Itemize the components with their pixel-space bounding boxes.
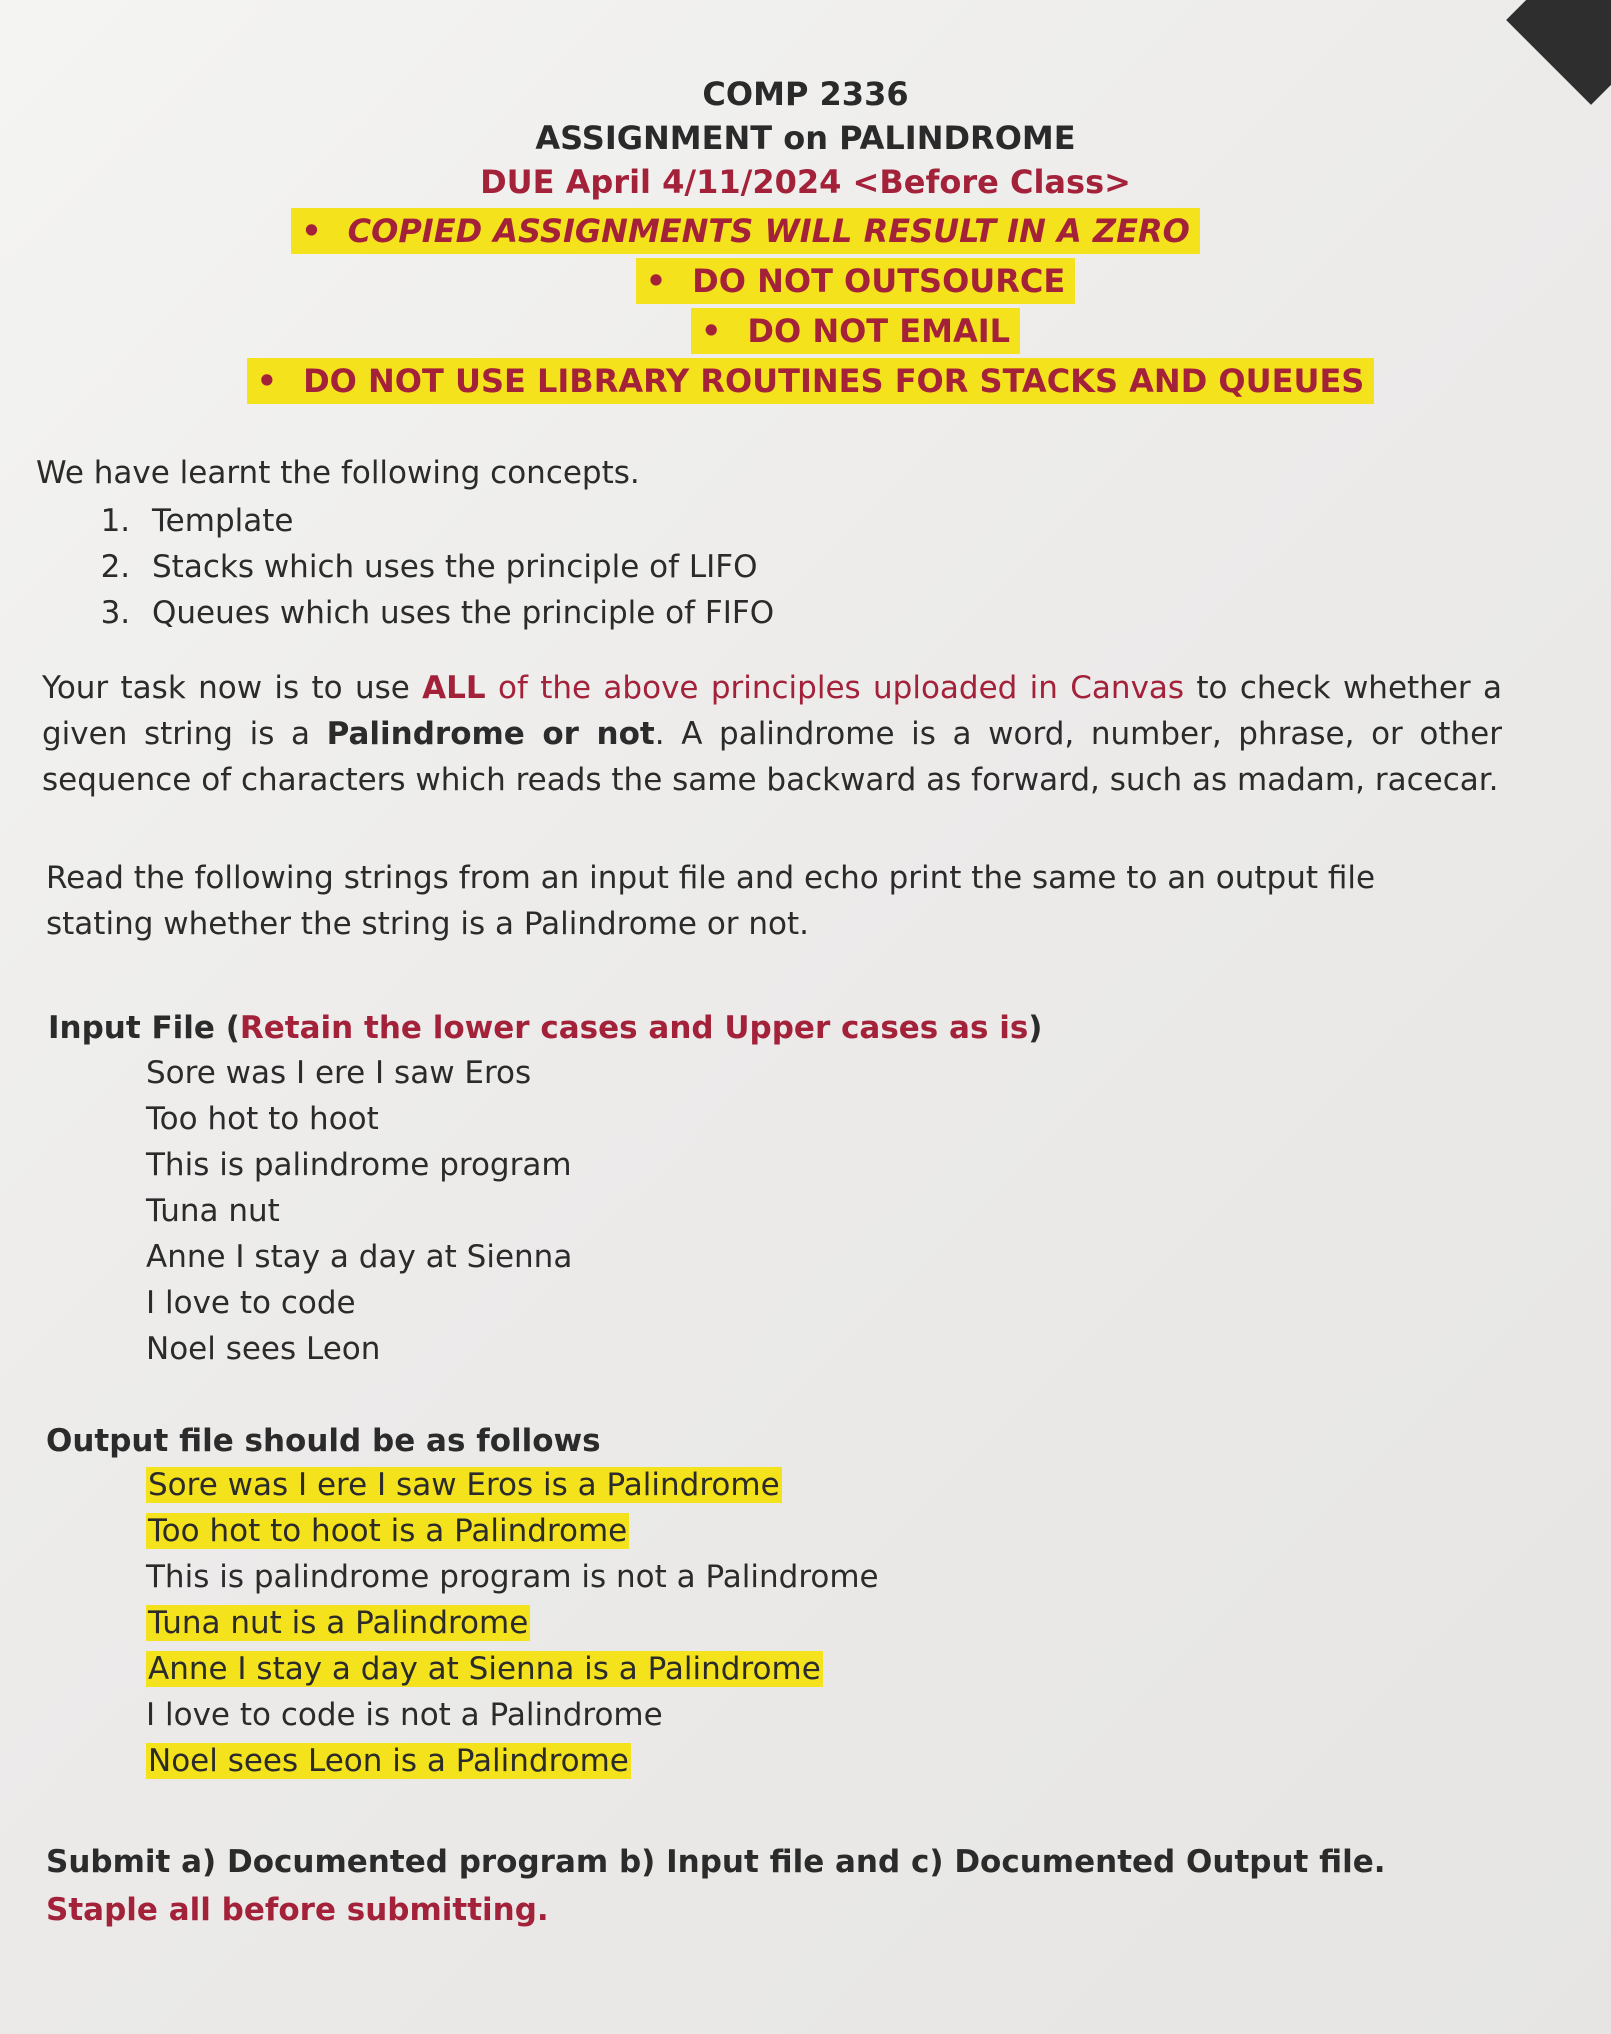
concepts-list [36,498,774,636]
warning-library: • DO NOT USE LIBRARY ROUTINES FOR STACKS AND QUEUES [247,358,1375,404]
output-line [146,1692,879,1738]
bullet-icon: • [301,212,322,250]
output-line [146,1554,879,1600]
concept-item: 1. Template [140,498,774,544]
plain-result: I love to code is not a Palindrome [146,1697,663,1733]
task-text: Your task now is to use [42,670,423,706]
concept-item: 2. Stacks which uses the principle of LIFO [140,544,774,590]
task-all: ALL [422,670,486,706]
output-line [146,1646,879,1692]
output-line [146,1600,879,1646]
output-lines [146,1462,879,1784]
concept-item: 3. Queues which uses the principle of FIFO [140,590,774,636]
due-date: DUE April 4/11/2024 <Before Class> [480,163,1131,201]
bullet-icon: • [700,312,722,350]
output-line [146,1738,879,1784]
highlighted-result: Tuna nut is a Palindrome [148,1605,529,1641]
warning-row-4 [0,358,1611,404]
concepts-section [36,450,774,636]
input-line: Noel sees Leon [146,1331,381,1367]
task-palindrome-or-not: Palindrome or not [326,716,655,752]
read-instructions: Read the following strings from an input file and echo print the same to an output file stating whether the string is a Palindrome or not. [46,860,1376,942]
output-line [146,1462,879,1508]
output-file-title: Output file should be as follows [46,1423,601,1459]
task-canvas-text: of the above principles uploaded in Canvas [485,670,1185,706]
output-line [146,1508,879,1554]
bullet-icon: • [256,362,278,400]
highlighted-result: Too hot to hoot is a Palindrome [148,1513,628,1549]
warning-row-3 [0,308,1611,354]
assignment-title: ASSIGNMENT on PALINDROME [535,119,1076,157]
warning-email: • DO NOT EMAIL [691,308,1020,354]
input-line: Sore was I ere I saw Eros [146,1055,532,1091]
course-code: COMP 2336 [702,75,909,113]
input-line: Tuna nut [146,1193,280,1229]
highlighted-result: Sore was I ere I saw Eros is a Palindrome [148,1467,780,1503]
warning-copied: • COPIED ASSIGNMENTS WILL RESULT IN A ZERO [291,208,1200,254]
highlighted-result: Anne I stay a day at Sienna is a Palindrome [148,1651,821,1687]
plain-result: This is palindrome program is not a Palindrome [146,1559,879,1595]
input-line: Too hot to hoot [146,1101,379,1137]
warning-row-1 [0,208,1611,254]
bullet-icon: • [645,262,667,300]
case-note: Retain the lower cases and Upper cases as is [239,1010,1029,1046]
submit-text: Submit a) Documented program b) Input file and c) Documented Output file. [46,1844,1386,1880]
input-line: Anne I stay a day at Sienna [146,1239,573,1275]
task-paragraph [42,665,1502,803]
task-definition: . A palindrome is a word, number, phrase, or other sequence of characters which reads the same backward as forward, such as madam, racecar. [42,716,1502,798]
header [0,72,1611,404]
concepts-lead: We have learnt the following concepts. [36,455,640,491]
submission-instructions [46,1838,1466,1934]
warning-row-2 [0,258,1611,304]
input-line: I love to code [146,1285,356,1321]
input-lines [146,1050,572,1372]
warning-outsource: • DO NOT OUTSOURCE [636,258,1076,304]
staple-note: Staple all before submitting. [46,1892,549,1928]
input-file-title: Input File (Retain the lower cases and Upper cases as is) [48,1010,1043,1046]
input-line: This is palindrome program [146,1147,572,1183]
highlighted-result: Noel sees Leon is a Palindrome [148,1743,629,1779]
task-text: to check whether a given string is a [42,670,1502,752]
